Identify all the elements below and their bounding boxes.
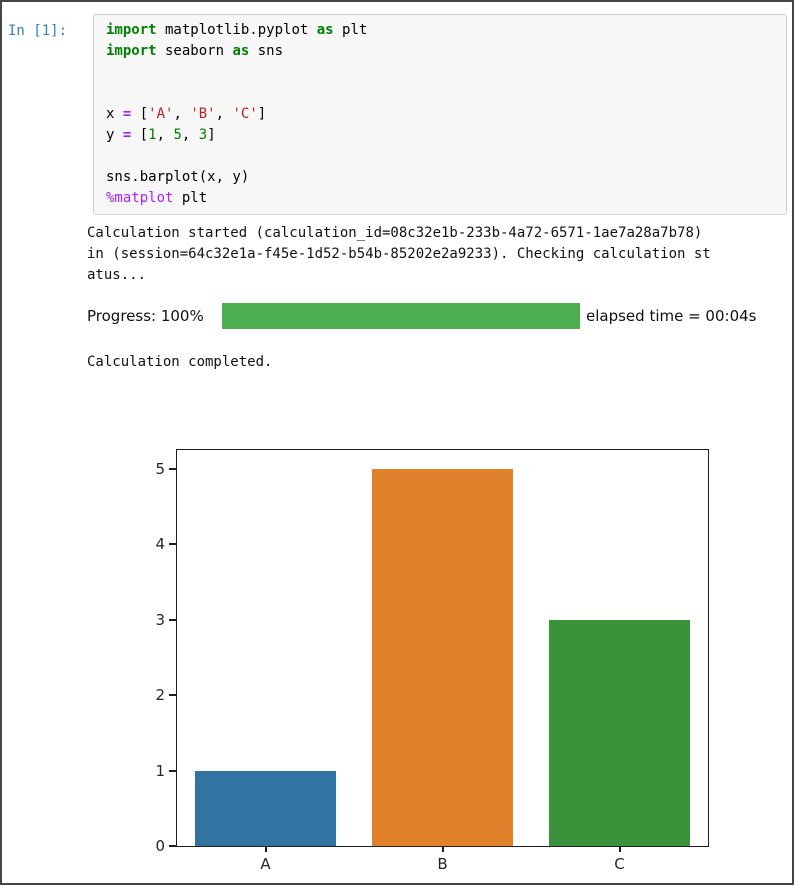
code-editor[interactable] — [106, 20, 774, 209]
code-token: 'B' — [190, 106, 216, 122]
progress-label: Progress: 100% — [87, 307, 204, 325]
code-token: 'C' — [232, 106, 258, 122]
code-token: [ — [131, 106, 149, 122]
code-token: matplotlib.pyplot — [156, 22, 317, 38]
code-line — [106, 125, 774, 146]
code-line — [106, 83, 774, 104]
status-line: in (session=64c32e1a-f45e-1d52-b54b-85202e2a9233). Checking calculation st — [87, 246, 711, 262]
code-token: %matplot — [106, 190, 174, 206]
code-token: y — [106, 127, 123, 143]
code-token: sns.barplot(x, y) — [106, 169, 250, 185]
bar-chart — [155, 449, 709, 873]
code-token: ] — [257, 106, 267, 122]
code-line — [106, 146, 774, 167]
code-token: , — [215, 106, 233, 122]
code-token: plt — [173, 190, 208, 206]
bar-A — [195, 771, 337, 846]
code-line — [106, 104, 774, 125]
calculation-completed-text: Calculation completed. — [87, 354, 273, 370]
code-line — [106, 167, 774, 188]
status-line: atus... — [87, 267, 147, 283]
code-token: import — [106, 43, 157, 59]
y-tick-label: 0 — [155, 837, 165, 855]
progress-bar — [222, 303, 580, 329]
y-tick-mark — [169, 694, 176, 696]
code-token: sns — [249, 43, 284, 59]
bar-B — [372, 469, 514, 846]
code-token: = — [122, 106, 132, 122]
x-tick-mark — [442, 846, 444, 852]
code-token: = — [122, 127, 132, 143]
code-token: , — [156, 127, 174, 143]
code-token: as — [232, 43, 250, 59]
calculation-status-text — [87, 223, 711, 286]
elapsed-time-label: elapsed time = 00:04s — [586, 307, 757, 325]
code-token: 1 — [148, 127, 157, 143]
x-tick-mark — [619, 846, 621, 852]
x-tick-label: B — [437, 855, 448, 873]
code-token: , — [173, 106, 191, 122]
y-tick-label: 5 — [155, 459, 165, 478]
code-token: as — [316, 22, 334, 38]
y-tick-label: 1 — [155, 761, 165, 780]
code-token: 5 — [173, 127, 182, 143]
y-tick-label: 4 — [155, 535, 165, 554]
x-tick-label: C — [614, 855, 625, 873]
status-line: Calculation started (calculation_id=08c32e1b-233b-4a72-6571-1ae7a28a7b78) — [87, 225, 703, 241]
code-token: ] — [207, 127, 216, 143]
y-tick-label: 3 — [155, 610, 165, 629]
code-token: 3 — [198, 127, 208, 143]
code-token: seaborn — [156, 43, 233, 59]
cell-input-prompt: In [1]: — [8, 23, 68, 39]
y-tick-mark — [169, 619, 176, 621]
code-token: 'A' — [148, 106, 174, 122]
progress-widget — [87, 303, 787, 329]
code-line — [106, 62, 774, 83]
code-token: x — [106, 106, 123, 122]
code-line — [106, 20, 774, 41]
code-line — [106, 188, 774, 209]
code-token: plt — [333, 22, 368, 38]
y-tick-label: 2 — [155, 686, 165, 705]
code-line — [106, 41, 774, 62]
y-tick-mark — [169, 543, 176, 545]
x-tick-label: A — [260, 855, 271, 873]
bar-C — [549, 620, 691, 846]
y-tick-mark — [169, 845, 176, 847]
x-tick-mark — [265, 846, 267, 852]
code-token: [ — [131, 127, 149, 143]
progress-bar-fill — [222, 303, 580, 329]
code-cell[interactable] — [93, 14, 787, 215]
code-token: , — [181, 127, 199, 143]
y-tick-mark — [169, 770, 176, 772]
y-tick-mark — [169, 468, 176, 470]
code-token: import — [106, 22, 157, 38]
